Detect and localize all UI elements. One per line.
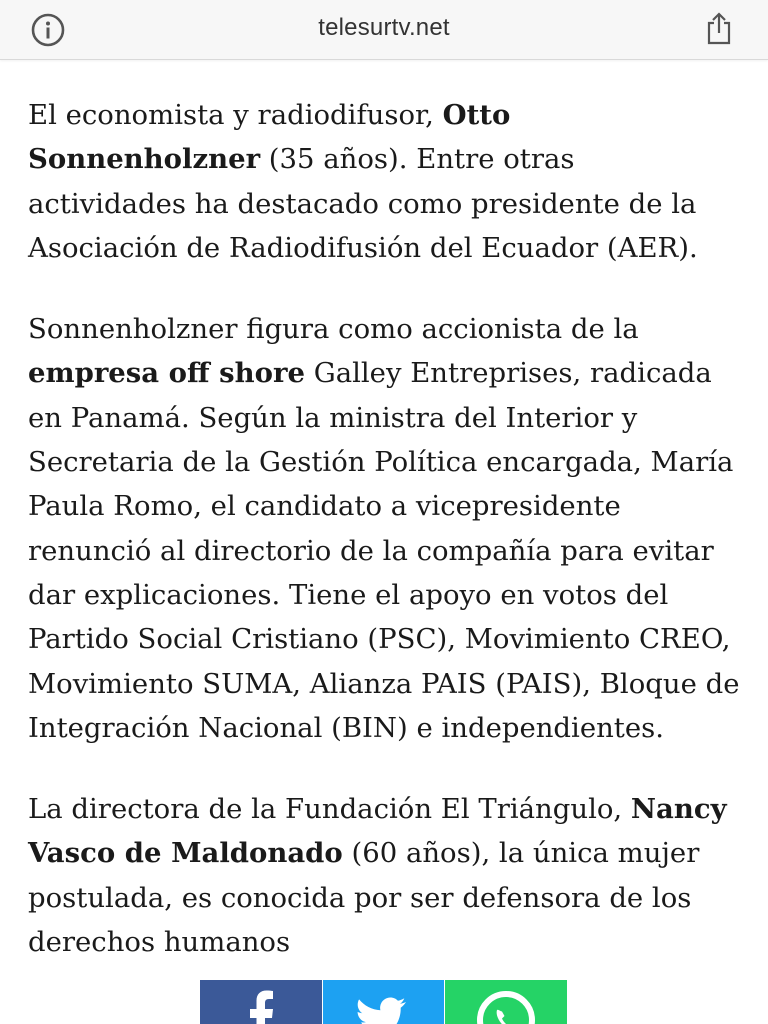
article-paragraph-2 [28,307,740,750]
twitter-icon [354,980,414,1024]
bold-term: empresa off shore [28,357,305,390]
paragraph-text: Sonnenholzner figura como accionista de la [28,313,639,346]
article-paragraph-3 [28,787,740,964]
bold-name: Nancy Vasco de Maldonado [28,793,727,870]
share-bar [200,980,568,1024]
paragraph-text: (60 años), la única mujer postulada, es conocida por ser defensora de los derechos humanos [28,837,700,959]
paragraph-text: (35 años). Entre otras actividades ha destacado como presidente de la Asociación de Radiodifusión del Ecuador (AER). [28,143,698,264]
article-body [28,93,740,1001]
facebook-icon [241,980,281,1024]
whatsapp-share-button[interactable] [445,980,567,1024]
paragraph-text: El economista y radiodifusor, [28,99,443,131]
paragraph-text: La directora de la Fundación El Triángulo, [28,793,631,826]
url-bar[interactable]: telesurtv.net [318,14,450,41]
bold-name: Otto Sonnenholzner [28,99,511,176]
share-icon[interactable] [706,11,732,45]
article-paragraph-1 [28,93,740,270]
browser-toolbar [0,0,768,60]
twitter-share-button[interactable] [323,980,445,1024]
whatsapp-icon [471,980,541,1024]
paragraph-text: Galley Entreprises, radicada en Panamá. Según la ministra del Interior y Secretaria de la Gestión Política encargada, María Paula Romo, el candidato a vicepresidente renunció al directorio de la compañía para evitar dar explicaciones. Tiene el apoyo en votos del Partido Social Cristiano (PSC), Movimiento CREO, Movimiento SUMA, Alianza PAIS (PAIS), Bloque de Integración Nacional (BIN) e independientes. [28,357,740,744]
facebook-share-button[interactable] [200,980,322,1024]
